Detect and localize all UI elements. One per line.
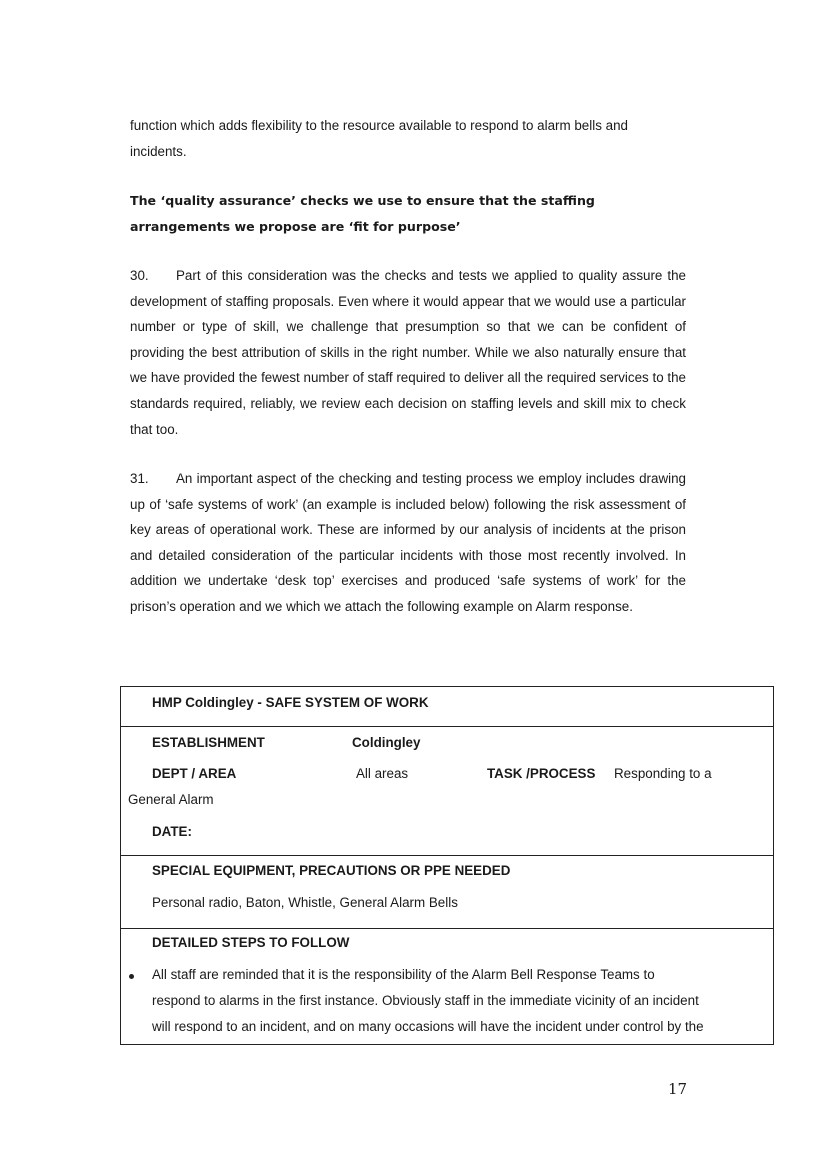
paragraph-31 — [130, 466, 686, 620]
section-heading-line-2: arrangements we propose are ‘fit for purpose’ — [130, 218, 461, 234]
task-process-label: TASK /PROCESS — [487, 766, 596, 781]
section-heading-line-1: The ‘quality assurance’ checks we use to ensure that the staffing — [130, 193, 595, 208]
page-number: 17 — [668, 1080, 688, 1098]
section-heading — [130, 188, 686, 239]
form-title: HMP Coldingley - SAFE SYSTEM OF WORK — [152, 695, 429, 710]
date-label: DATE: — [152, 824, 192, 839]
steps-heading: DETAILED STEPS TO FOLLOW — [152, 935, 350, 950]
paragraph-text: An important aspect of the checking and testing process we employ includes drawing up of ‘safe systems of work’ (an example is included below) following the risk assessment of key areas of operational work. These are informed by our analysis of incidents at the prison and detailed consideration of the particular incidents with those most recently involved. In addition we undertake ‘desk top’ exercises and produced ‘safe systems of work’ for the prison’s operation and we which we attach the following example on Alarm response. — [130, 471, 686, 614]
intro-line-2: incidents. — [130, 143, 187, 159]
intro-line-1: function which adds flexibility to the resource available to respond to alarm bells and — [130, 118, 628, 133]
equipment-heading: SPECIAL EQUIPMENT, PRECAUTIONS OR PPE NEEDED — [152, 863, 511, 878]
establishment-label: ESTABLISHMENT — [152, 735, 265, 750]
dept-area-label: DEPT / AREA — [152, 766, 237, 781]
establishment-value: Coldingley — [352, 735, 421, 750]
paragraph-number: 31. — [130, 471, 149, 486]
paragraph-text: Part of this consideration was the checks and tests we applied to quality assure the development of staffing proposals. Even where it would appear that we would use a particular number or type of skill, we challenge that presumption so that we can be confident of providing the best attribution of skills in the right number. While we also naturally ensure that we have provided the fewest number of staff required to deliver all the required services to the standards required, reliably, we review each decision on staffing levels and skill mix to check that too. — [130, 268, 686, 437]
step-line-2: respond to alarms in the first instance. Obviously staff in the immediate vicinity of an incident — [152, 993, 699, 1008]
intro-paragraph — [130, 113, 686, 164]
bullet-icon — [129, 974, 134, 979]
task-process-value: Responding to a — [614, 766, 712, 781]
step-line-3: will respond to an incident, and on many occasions will have the incident under control by the — [152, 1019, 704, 1034]
equipment-value: Personal radio, Baton, Whistle, General Alarm Bells — [152, 895, 458, 910]
paragraph-number: 30. — [130, 268, 149, 283]
step-line-1: All staff are reminded that it is the responsibility of the Alarm Bell Response Teams to — [152, 967, 655, 982]
dept-area-value: All areas — [356, 766, 409, 781]
task-process-value-continued: General Alarm — [128, 792, 214, 807]
paragraph-30 — [130, 263, 686, 442]
